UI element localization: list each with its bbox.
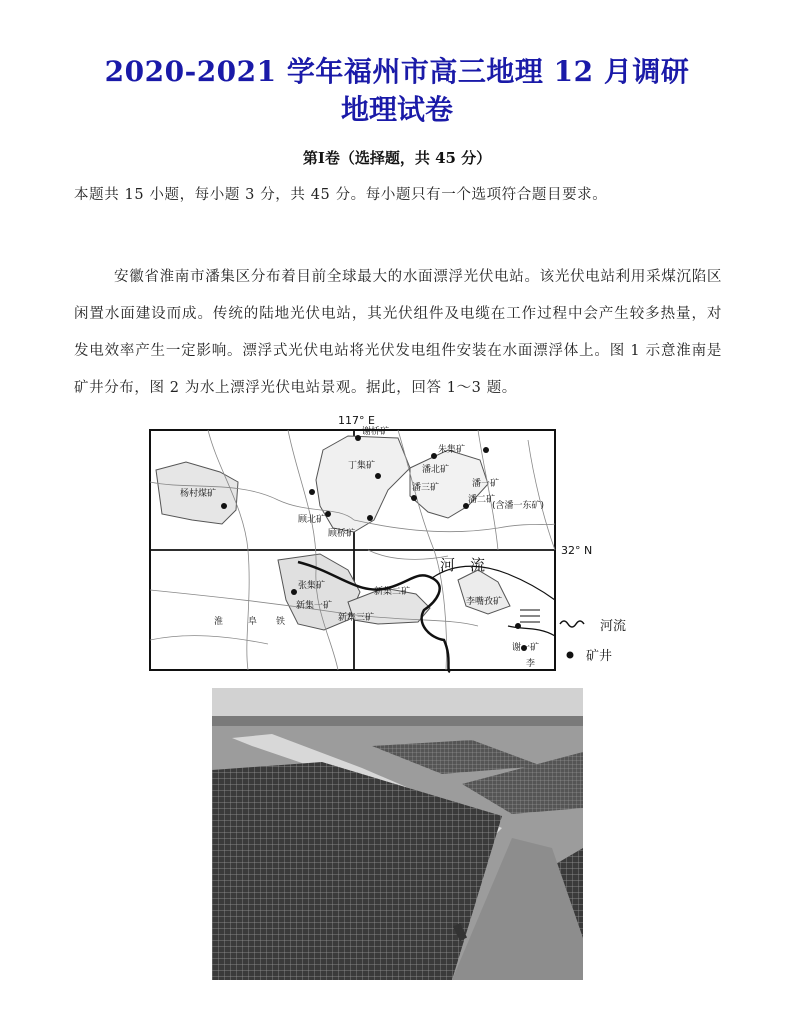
svg-text:丁集矿: 丁集矿 [348, 461, 376, 471]
svg-text:铁: 铁 [276, 617, 286, 627]
longitude-label: 117° E [338, 414, 375, 427]
title-line-1: 2020-2021 学年福州市高三地理 12 月调研 [104, 55, 690, 88]
svg-text:顾桥矿: 顾桥矿 [328, 529, 356, 539]
svg-text:潘一矿: 潘一矿 [472, 479, 500, 489]
svg-text:阜: 阜 [248, 617, 258, 627]
svg-text:谢桥矿: 谢桥矿 [362, 427, 390, 437]
mine-distribution-map [148, 410, 648, 675]
svg-text:(含潘一东矿): (含潘一东矿) [492, 501, 545, 511]
svg-text:杨村煤矿: 杨村煤矿 [180, 489, 217, 499]
svg-text:潘北矿: 潘北矿 [422, 465, 450, 475]
question-passage: 安徽省淮南市潘集区分布着目前全球最大的水面漂浮光伏电站。该光伏电站利用采煤沉陷区闲置水面建设而成。传统的陆地光伏电站，其光伏组件及电缆在工作过程中会产生较多热量，对发电效率产生一定影响。漂浮式光伏电站将光伏发电组件安装在水面漂浮体上。图 1 示意淮南是矿井分布，图 2 为水上漂浮光伏电站景观。据此，回答 1～3 题。 [74, 269, 722, 396]
section-heading: 第Ⅰ卷（选择题，共 45 分） [302, 149, 492, 167]
svg-text:新集二矿: 新集二矿 [374, 587, 411, 597]
svg-text:朱集矿: 朱集矿 [438, 445, 466, 455]
svg-text:谢一矿: 谢一矿 [512, 643, 540, 653]
svg-text:顾北矿: 顾北矿 [298, 515, 326, 525]
svg-text:新集一矿: 新集一矿 [296, 601, 333, 611]
legend-river-icon [560, 621, 584, 627]
svg-text:李: 李 [526, 659, 536, 669]
river-label: 河 流 [440, 556, 486, 574]
legend-river-label: 河流 [600, 619, 627, 634]
section-instructions: 本题共 15 小题，每小题 3 分，共 45 分。每小题只有一个选项符合题目要求。 [74, 187, 608, 203]
legend-mine-label: 矿井 [586, 649, 613, 664]
svg-text:淮: 淮 [214, 617, 224, 627]
svg-text:新集三矿: 新集三矿 [338, 613, 375, 623]
floating-solar-photo [212, 688, 583, 980]
svg-text:张集矿: 张集矿 [298, 581, 326, 591]
title-line-2: 地理试卷 [340, 93, 453, 126]
legend-mine-icon [567, 652, 574, 659]
svg-text:潘二矿: 潘二矿 [468, 495, 496, 505]
latitude-label: 32° N [561, 544, 593, 557]
svg-text:潘三矿: 潘三矿 [412, 483, 440, 493]
svg-text:李嘴孜矿: 李嘴孜矿 [466, 597, 503, 607]
